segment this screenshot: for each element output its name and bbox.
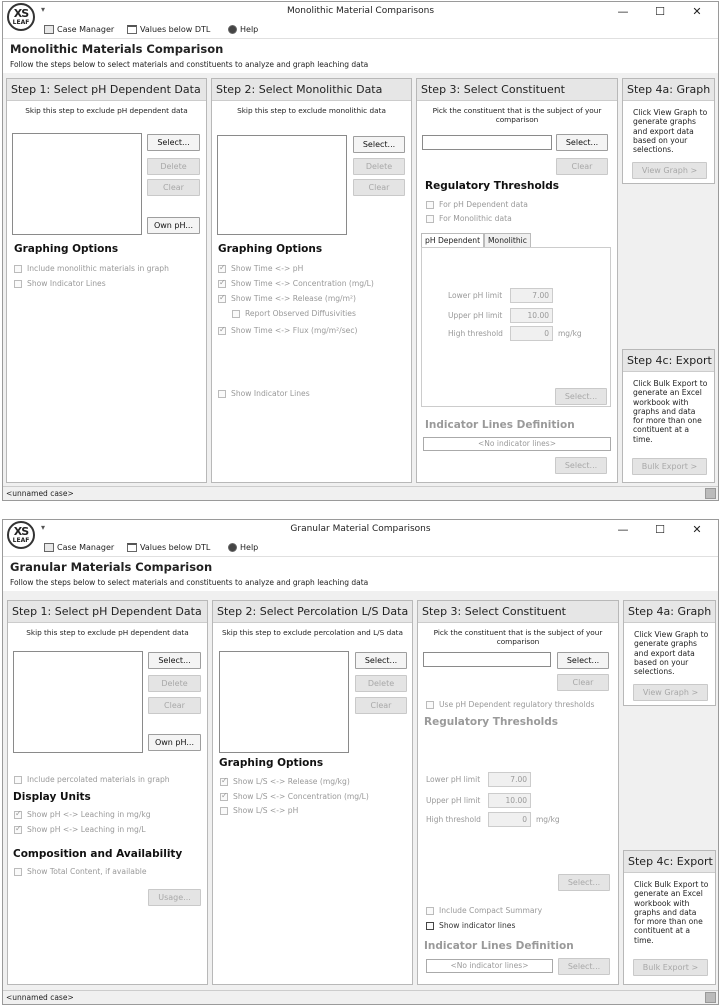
page-subtitle: Follow the steps below to select materials and constituents to analyze and graph leaching data	[10, 60, 369, 69]
checkbox-box	[14, 280, 22, 288]
page-title: Granular Materials Comparison	[10, 560, 213, 574]
lower-ph-label: Lower pH limit	[448, 291, 503, 300]
delete-monolithic-button[interactable]: Delete	[353, 158, 405, 175]
indicator-select-button[interactable]: Select...	[555, 457, 607, 474]
step3-panel	[416, 78, 618, 483]
minimize-button[interactable]: —	[617, 5, 629, 18]
graphing-options-heading: Graphing Options	[218, 243, 323, 255]
step2-title: Step 2: Select Percolation L/S Data	[213, 601, 412, 623]
checkbox-box	[426, 907, 434, 915]
leaching-xs-logo: XS LEAF	[7, 3, 35, 31]
ls-concentration-checkbox[interactable]: ✓ Show L/S <-> Concentration (mg/L)	[220, 792, 369, 801]
reg-monolithic-checkbox[interactable]: For Monolithic data	[426, 214, 512, 223]
select-percolation-button[interactable]: Select...	[355, 652, 407, 669]
indicator-lines-field[interactable]: <No indicator lines>	[423, 437, 611, 451]
page-header	[3, 39, 718, 73]
status-bar	[3, 990, 718, 1004]
window-title: Monolithic Material Comparisons	[286, 6, 435, 16]
tab-ph-dependent[interactable]: pH Dependent	[421, 233, 484, 248]
checkbox-box	[232, 310, 240, 318]
checkbox-box	[218, 265, 226, 273]
step4a-text: Click View Graph to generate graphs and export data based on your selections.	[633, 108, 708, 155]
step4c-panel	[622, 349, 715, 483]
indicator-lines-heading: Indicator Lines Definition	[425, 419, 575, 431]
clear-percolation-button[interactable]: Clear	[355, 697, 407, 714]
composition-heading: Composition and Availability	[13, 848, 183, 860]
case-name: <unnamed case>	[6, 489, 74, 498]
leaching-mgl-checkbox[interactable]: ✓ Show pH <-> Leaching in mg/L	[14, 825, 146, 834]
threshold-select-button[interactable]: Select...	[555, 388, 607, 405]
clear-constituent-button[interactable]: Clear	[557, 674, 609, 691]
clear-constituent-button[interactable]: Clear	[556, 158, 608, 175]
monolithic-data-list[interactable]	[217, 135, 347, 235]
checkbox-box	[220, 793, 228, 801]
folder-icon	[44, 543, 54, 552]
time-ph-checkbox[interactable]: ✓ Show Time <-> pH	[218, 264, 303, 273]
resize-grip-icon[interactable]	[705, 488, 716, 499]
maximize-button[interactable]: ☐	[655, 5, 665, 18]
step3-note: Pick the constituent that is the subject of your comparison	[433, 628, 603, 646]
checkbox-box	[218, 280, 226, 288]
step4a-panel	[622, 78, 715, 184]
high-threshold-label: High threshold	[426, 815, 481, 824]
menu-case-manager[interactable]: Case Manager	[44, 25, 114, 34]
select-ph-button[interactable]: Select...	[148, 652, 201, 669]
reg-ph-checkbox[interactable]: For pH Dependent data	[426, 200, 528, 209]
step4c-panel	[623, 850, 716, 985]
show-indicator-checkbox[interactable]: Show Indicator Lines	[14, 279, 106, 288]
show-indicator-checkbox[interactable]: Show Indicator Lines	[218, 389, 310, 398]
report-diffusivities-checkbox[interactable]: Report Observed Diffusivities	[232, 309, 356, 318]
step4c-text: Click Bulk Export to generate an Excel workbook with graphs and data for more than one contituent at a time.	[634, 880, 709, 945]
title-bar	[3, 520, 718, 544]
granular-window	[2, 519, 719, 1005]
checkbox-box	[220, 778, 228, 786]
include-monolithic-checkbox[interactable]: Include monolithic materials in graph	[14, 264, 169, 273]
step4c-title: Step 4c: Export	[624, 851, 715, 873]
constituent-field[interactable]	[422, 135, 552, 150]
checkbox-box	[14, 776, 22, 784]
own-ph-button[interactable]: Own pH...	[148, 734, 201, 751]
pin-icon[interactable]: ▾	[41, 523, 46, 532]
step1-note: Skip this step to exclude pH dependent data	[25, 106, 188, 115]
threshold-select-button[interactable]: Select...	[558, 874, 610, 891]
bulk-export-button[interactable]: Bulk Export >	[632, 458, 707, 475]
minimize-button[interactable]: —	[617, 523, 629, 536]
step1-title: Step 1: Select pH Dependent Data	[8, 601, 207, 623]
display-units-heading: Display Units	[13, 791, 91, 803]
high-threshold-unit: mg/kg	[536, 815, 560, 824]
select-monolithic-button[interactable]: Select...	[353, 136, 405, 153]
threshold-tab-body	[421, 247, 611, 407]
include-percolated-checkbox[interactable]: Include percolated materials in graph	[14, 775, 170, 784]
total-content-checkbox[interactable]: Show Total Content, if available	[14, 867, 147, 876]
checkbox-box	[426, 701, 434, 709]
step4a-title: Step 4a: Graph	[623, 79, 714, 101]
step4c-title: Step 4c: Export	[623, 350, 714, 372]
step3-panel	[417, 600, 619, 985]
threshold-tabs	[421, 233, 611, 247]
step1-panel	[7, 600, 208, 985]
menu-values-below-dtl[interactable]: Values below DTL	[127, 543, 210, 552]
menu-bar	[3, 540, 718, 557]
help-icon	[228, 543, 237, 552]
own-ph-button[interactable]: Own pH...	[147, 217, 200, 234]
step4a-title: Step 4a: Graph	[624, 601, 715, 623]
upper-ph-label: Upper pH limit	[448, 311, 503, 320]
page-subtitle: Follow the steps below to select materials and constituents to analyze and graph leaching data	[10, 578, 369, 587]
case-name: <unnamed case>	[6, 993, 74, 1002]
leaching-mgkg-checkbox[interactable]: ✓ Show pH <-> Leaching in mg/kg	[14, 810, 151, 819]
leaching-xs-logo: XS LEAF	[7, 521, 35, 549]
step2-note: Skip this step to exclude monolithic data	[237, 106, 386, 115]
percolation-data-list[interactable]	[219, 651, 349, 753]
checkbox-box	[426, 922, 434, 930]
window-title: Granular Material Comparisons	[290, 524, 431, 534]
close-button[interactable]: ✕	[692, 523, 702, 536]
select-constituent-button[interactable]: Select...	[556, 134, 608, 151]
compact-summary-checkbox[interactable]: Include Compact Summary	[426, 906, 542, 915]
clear-monolithic-button[interactable]: Clear	[353, 179, 405, 196]
checkbox-box	[218, 295, 226, 303]
step1-title: Step 1: Select pH Dependent Data	[7, 79, 206, 101]
maximize-button[interactable]: ☐	[655, 523, 665, 536]
high-threshold-input[interactable]: 0	[488, 812, 531, 827]
high-threshold-unit: mg/kg	[558, 329, 582, 338]
checkbox-box	[14, 868, 22, 876]
ph-data-list[interactable]	[13, 651, 143, 753]
ph-data-list[interactable]	[12, 133, 142, 235]
folder-icon	[44, 25, 54, 34]
indicator-select-button[interactable]: Select...	[558, 958, 610, 975]
tab-monolithic[interactable]: Monolithic	[484, 233, 531, 247]
show-indicator-lines-checkbox[interactable]: Show indicator lines	[426, 921, 515, 930]
regulatory-thresholds-heading: Regulatory Thresholds	[424, 716, 559, 728]
time-concentration-checkbox[interactable]: ✓ Show Time <-> Concentration (mg/L)	[218, 279, 374, 288]
select-constituent-button[interactable]: Select...	[557, 652, 609, 669]
checkbox-box	[218, 327, 226, 335]
usage-button[interactable]: Usage...	[148, 889, 201, 906]
step2-panel	[212, 600, 413, 985]
checkbox-box	[14, 826, 22, 834]
time-release-checkbox[interactable]: ✓ Show Time <-> Release (mg/m²)	[218, 294, 356, 303]
status-bar	[3, 486, 718, 500]
table-icon	[127, 543, 137, 552]
lower-ph-input[interactable]: 7.00	[488, 772, 531, 787]
step3-note: Pick the constituent that is the subject of your comparison	[432, 106, 602, 124]
monolithic-window	[2, 1, 719, 501]
bulk-export-button[interactable]: Bulk Export >	[633, 959, 708, 976]
resize-grip-icon[interactable]	[705, 992, 716, 1003]
step2-panel	[211, 78, 412, 483]
page-title: Monolithic Materials Comparison	[10, 42, 224, 56]
upper-ph-input[interactable]: 10.00	[488, 793, 531, 808]
menu-help[interactable]: Help	[228, 25, 258, 34]
indicator-lines-field[interactable]: <No indicator lines>	[426, 959, 553, 973]
menu-case-manager[interactable]: Case Manager	[44, 543, 114, 552]
graphing-options-heading: Graphing Options	[219, 757, 324, 769]
step3-title: Step 3: Select Constituent	[417, 79, 617, 101]
menu-values-below-dtl[interactable]: Values below DTL	[127, 25, 210, 34]
checkbox-box	[426, 215, 434, 223]
checkbox-box	[220, 807, 228, 815]
view-graph-button[interactable]: View Graph >	[632, 162, 707, 179]
checkbox-box	[14, 265, 22, 273]
high-threshold-input[interactable]: 0	[510, 326, 553, 341]
menu-bar	[3, 22, 718, 39]
title-bar	[3, 2, 718, 26]
pin-icon[interactable]: ▾	[41, 5, 46, 14]
clear-ph-button[interactable]: Clear	[148, 697, 201, 714]
step3-title: Step 3: Select Constituent	[418, 601, 618, 623]
help-icon	[228, 25, 237, 34]
step4a-text: Click View Graph to generate graphs and export data based on your selections.	[634, 630, 709, 677]
clear-ph-button[interactable]: Clear	[147, 179, 200, 196]
step4c-text: Click Bulk Export to generate an Excel workbook with graphs and data for more than one contituent at a time.	[633, 379, 708, 444]
menu-help[interactable]: Help	[228, 543, 258, 552]
lower-ph-label: Lower pH limit	[426, 775, 481, 784]
view-graph-button[interactable]: View Graph >	[633, 684, 708, 701]
delete-ph-button[interactable]: Delete	[148, 675, 201, 692]
lower-ph-input[interactable]: 7.00	[510, 288, 553, 303]
upper-ph-label: Upper pH limit	[426, 796, 481, 805]
select-ph-button[interactable]: Select...	[147, 134, 200, 151]
delete-ph-button[interactable]: Delete	[147, 158, 200, 175]
time-flux-checkbox[interactable]: ✓ Show Time <-> Flux (mg/m²/sec)	[218, 326, 357, 335]
graphing-options-heading: Graphing Options	[14, 243, 119, 255]
indicator-lines-heading: Indicator Lines Definition	[424, 940, 574, 952]
checkbox-box	[218, 390, 226, 398]
delete-percolation-button[interactable]: Delete	[355, 675, 407, 692]
checkbox-box	[426, 201, 434, 209]
page-header	[3, 557, 718, 591]
table-icon	[127, 25, 137, 34]
high-threshold-label: High threshold	[448, 329, 503, 338]
close-button[interactable]: ✕	[692, 5, 702, 18]
constituent-field[interactable]	[423, 652, 551, 667]
use-ph-thresholds-checkbox[interactable]: Use pH Dependent regulatory thresholds	[426, 700, 594, 709]
step2-title: Step 2: Select Monolithic Data	[212, 79, 411, 101]
step4a-panel	[623, 600, 716, 706]
upper-ph-input[interactable]: 10.00	[510, 308, 553, 323]
step2-note: Skip this step to exclude percolation and L/S data	[221, 628, 404, 637]
ls-ph-checkbox[interactable]: Show L/S <-> pH	[220, 806, 298, 815]
regulatory-thresholds-heading: Regulatory Thresholds	[425, 180, 560, 192]
ls-release-checkbox[interactable]: ✓ Show L/S <-> Release (mg/kg)	[220, 777, 350, 786]
step1-panel	[6, 78, 207, 483]
step1-note: Skip this step to exclude pH dependent data	[26, 628, 189, 637]
checkbox-box	[14, 811, 22, 819]
